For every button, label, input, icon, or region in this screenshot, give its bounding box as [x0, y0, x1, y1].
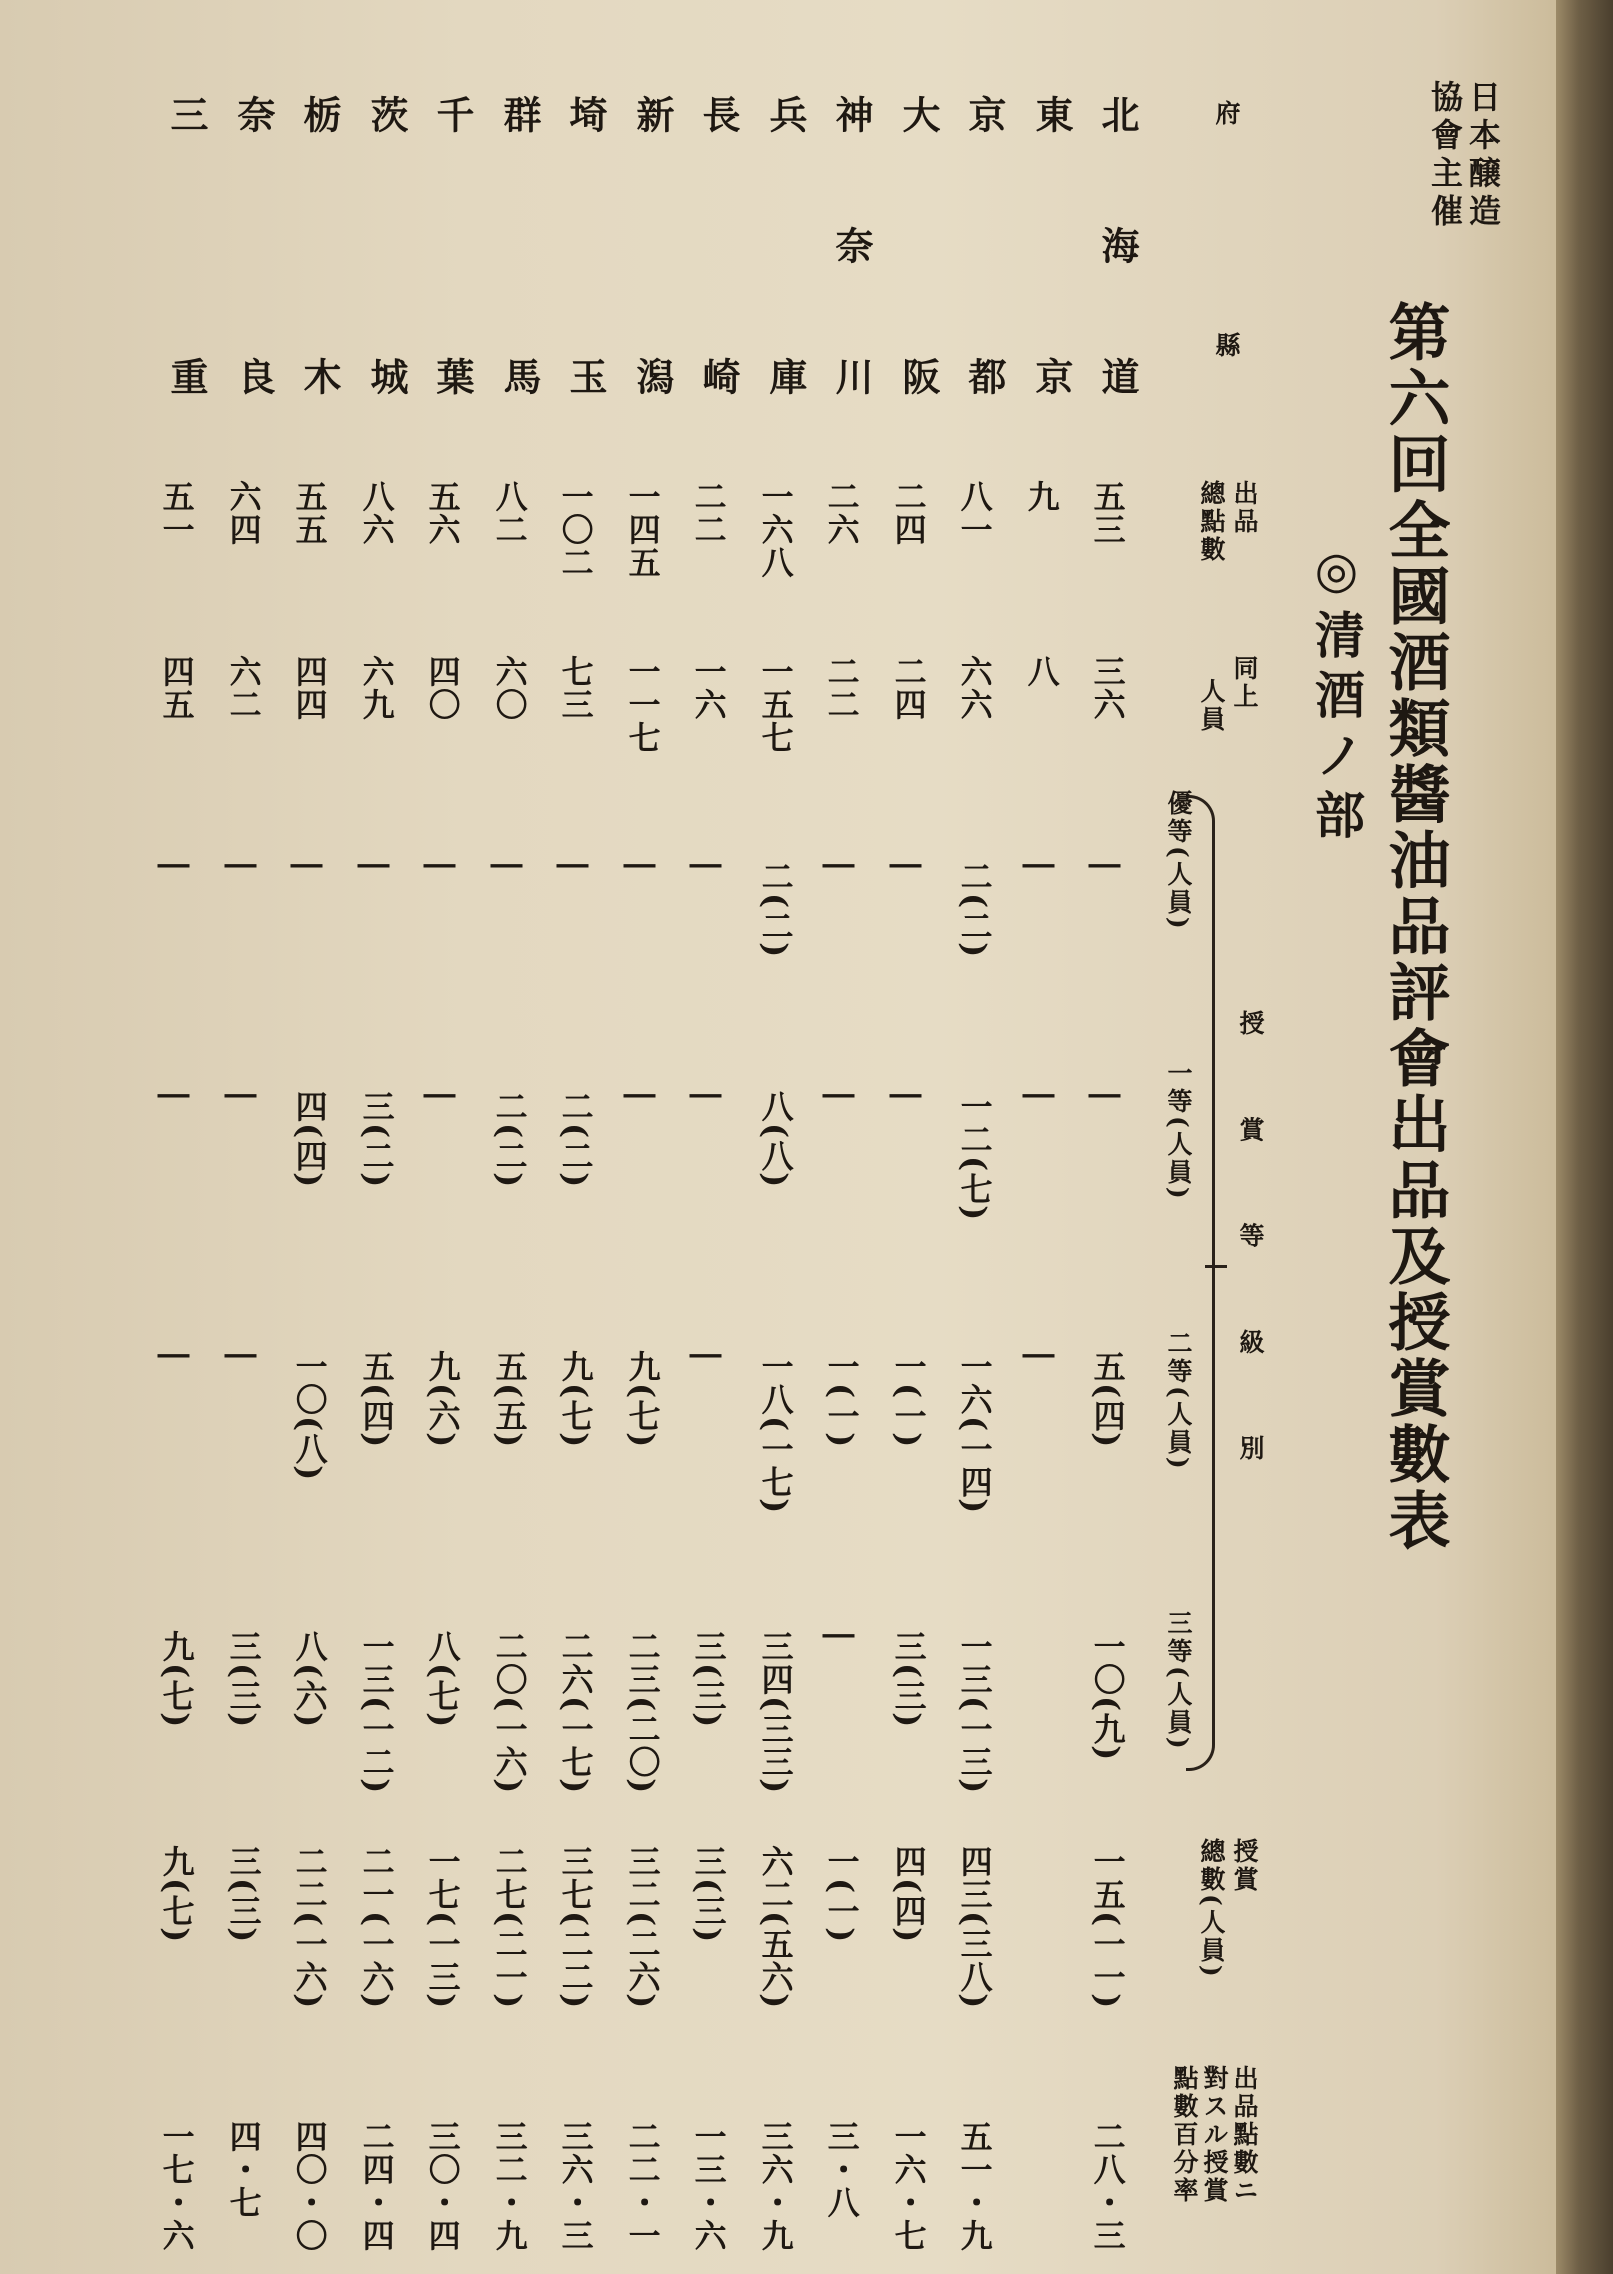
excellent-count: | — [889, 860, 928, 873]
award-percentage: 三六・九 — [756, 2120, 795, 2252]
first-class-count: | — [224, 1090, 263, 1103]
first-class-count: 四(四) — [290, 1090, 329, 1189]
people-count: 六二 — [224, 655, 263, 721]
award-total-count: 三二(二六) — [623, 1845, 662, 2010]
second-class-count: 一六(一四) — [955, 1350, 994, 1515]
third-class-count: 二六(一七) — [556, 1630, 595, 1795]
header-prefecture: 府縣 — [1212, 100, 1241, 360]
excellent-count: | — [689, 860, 728, 873]
first-class-count: | — [889, 1090, 928, 1103]
people-count: 一一七 — [623, 655, 662, 754]
total-points: 一六八 — [756, 480, 795, 579]
second-class-count: 五(四) — [1088, 1350, 1127, 1449]
award-total-count: 一(一) — [822, 1845, 861, 1944]
section-title: ◎清酒ノ部 — [1307, 540, 1366, 849]
total-points: 五一 — [157, 480, 196, 546]
header-third-class: 三等(人員) — [1164, 1610, 1193, 1752]
award-percentage: 五一・九 — [955, 2120, 994, 2252]
award-percentage: 四〇・〇 — [290, 2120, 329, 2252]
total-points: 六四 — [224, 480, 263, 546]
header-total-points-line-2: 總點數 — [1197, 480, 1226, 564]
prefecture-name: 京都 — [962, 95, 1007, 395]
people-count: 四〇 — [423, 655, 462, 721]
award-percentage: 四・七 — [224, 2120, 263, 2219]
header-second-class: 二等(人員) — [1164, 1330, 1193, 1472]
award-percentage: 一三・六 — [689, 2120, 728, 2252]
people-count: 六〇 — [490, 655, 529, 721]
prefecture-name: 新潟 — [630, 95, 675, 395]
first-class-count: | — [689, 1090, 728, 1103]
third-class-count: 一三(一二) — [357, 1630, 396, 1795]
people-count: 一五七 — [756, 655, 795, 754]
award-total-count: 九(七) — [157, 1845, 196, 1944]
total-points: 五五 — [290, 480, 329, 546]
total-points: 一〇二 — [556, 480, 595, 579]
award-percentage: 二二・一 — [623, 2120, 662, 2252]
header-percentage-line-3: 點數百分率 — [1170, 2065, 1199, 2205]
first-class-count: | — [157, 1090, 196, 1103]
award-percentage: 一七・六 — [157, 2120, 196, 2252]
prefecture-name: 神奈川 — [829, 95, 874, 395]
prefecture-name: 三重 — [164, 95, 209, 395]
award-total-count: 一五(一一) — [1088, 1845, 1127, 2010]
second-class-count: 一(一) — [889, 1350, 928, 1449]
prefecture-name: 東京 — [1029, 95, 1074, 395]
total-points: 九 — [1022, 480, 1061, 513]
prefecture-name: 兵庫 — [763, 95, 808, 395]
award-percentage: 一六・七 — [889, 2120, 928, 2252]
award-total-count: 二二(一六) — [290, 1845, 329, 2010]
people-count: 八 — [1022, 655, 1061, 688]
third-class-count: 一三(一三) — [955, 1630, 994, 1795]
book-spine — [1556, 0, 1613, 2274]
excellent-count: | — [1022, 860, 1061, 873]
prefecture-name: 長崎 — [696, 95, 741, 395]
first-class-count: | — [1022, 1090, 1061, 1103]
people-count: 一六 — [689, 655, 728, 721]
award-total-count: 二七(二一) — [490, 1845, 529, 2010]
third-class-count: 三四(三三) — [756, 1630, 795, 1795]
excellent-count: | — [556, 860, 595, 873]
header-people-line-2: 人員 — [1197, 678, 1226, 734]
second-class-count: 九(七) — [623, 1350, 662, 1449]
header-people-line-1: 同上 — [1230, 655, 1259, 711]
award-grade-brace-tip — [1205, 1265, 1227, 1268]
third-class-count: | — [822, 1630, 861, 1643]
total-points: 二四 — [889, 480, 928, 546]
excellent-count: | — [623, 860, 662, 873]
excellent-count: | — [1088, 860, 1127, 873]
first-class-count: | — [423, 1090, 462, 1103]
header-percentage-line-2: 對スル授賞 — [1200, 2065, 1229, 2205]
total-points: 八二 — [490, 480, 529, 546]
total-points: 八六 — [357, 480, 396, 546]
header-percentage-line-1: 出品點數ニ — [1230, 2065, 1259, 2205]
award-total-count: 二一(一六) — [357, 1845, 396, 2010]
excellent-count: 二(二) — [756, 860, 795, 959]
award-percentage: 二四・四 — [357, 2120, 396, 2252]
people-count: 三六 — [1088, 655, 1127, 721]
first-class-count: 二(二) — [490, 1090, 529, 1189]
excellent-count: | — [357, 860, 396, 873]
award-total-count: 三(三) — [224, 1845, 263, 1944]
second-class-count: | — [157, 1350, 196, 1363]
prefecture-name: 栃木 — [297, 95, 342, 395]
award-percentage: 三六・三 — [556, 2120, 595, 2252]
second-class-count: 五(五) — [490, 1350, 529, 1449]
third-class-count: 二〇(一六) — [490, 1630, 529, 1795]
third-class-count: 八(六) — [290, 1630, 329, 1729]
first-class-count: | — [1088, 1090, 1127, 1103]
third-class-count: 一〇(九) — [1088, 1630, 1127, 1762]
third-class-count: 三(三) — [889, 1630, 928, 1729]
second-class-count: 九(七) — [556, 1350, 595, 1449]
award-percentage: 三〇・四 — [423, 2120, 462, 2252]
prefecture-name: 北海道 — [1095, 95, 1140, 395]
header-first-class: 一等(人員) — [1164, 1060, 1193, 1202]
excellent-count: | — [157, 860, 196, 873]
second-class-count: 九(六) — [423, 1350, 462, 1449]
excellent-count: | — [490, 860, 529, 873]
second-class-count: | — [1022, 1350, 1061, 1363]
header-excellent: 優等(人員) — [1164, 790, 1193, 932]
first-class-count: | — [623, 1090, 662, 1103]
excellent-count: | — [224, 860, 263, 873]
header-award-total-line-1: 授賞 — [1230, 1838, 1259, 1894]
header-award-grade: 授賞等級別 — [1236, 1010, 1265, 1480]
people-count: 二四 — [889, 655, 928, 721]
award-total-count: 一七(一三) — [423, 1845, 462, 2010]
second-class-count: | — [689, 1350, 728, 1363]
first-class-count: | — [822, 1090, 861, 1103]
second-class-count: 一〇(八) — [290, 1350, 329, 1482]
header-total-points-line-1: 出品 — [1230, 480, 1259, 536]
organizer-line-1: 日本醸造 — [1464, 80, 1502, 232]
prefecture-name: 千葉 — [430, 95, 475, 395]
people-count: 六九 — [357, 655, 396, 721]
people-count: 四五 — [157, 655, 196, 721]
award-total-count: 三(三) — [689, 1845, 728, 1944]
excellent-count: | — [423, 860, 462, 873]
organizer-line-2: 協會主催 — [1426, 80, 1464, 232]
second-class-count: 一(一) — [822, 1350, 861, 1449]
second-class-count: 五(四) — [357, 1350, 396, 1449]
people-count: 六六 — [955, 655, 994, 721]
excellent-count: | — [290, 860, 329, 873]
award-total-count: 四三(三八) — [955, 1845, 994, 2010]
award-percentage: 三二・九 — [490, 2120, 529, 2252]
award-percentage: 二八・三 — [1088, 2120, 1127, 2252]
award-total-count: 六二(五六) — [756, 1845, 795, 2010]
prefecture-name: 茨城 — [364, 95, 409, 395]
second-class-count: 一八(一七) — [756, 1350, 795, 1515]
prefecture-name: 大阪 — [896, 95, 941, 395]
people-count: 四四 — [290, 655, 329, 721]
excellent-count: 二(二) — [955, 860, 994, 959]
total-points: 二二 — [689, 480, 728, 546]
total-points: 五六 — [423, 480, 462, 546]
award-total-count: 四(四) — [889, 1845, 928, 1944]
third-class-count: 九(七) — [157, 1630, 196, 1729]
second-class-count: | — [224, 1350, 263, 1363]
total-points: 一四五 — [623, 480, 662, 579]
header-award-total-line-2: 總數(人員) — [1197, 1838, 1226, 1980]
third-class-count: 八(七) — [423, 1630, 462, 1729]
first-class-count: 一二(七) — [955, 1090, 994, 1222]
prefecture-name: 奈良 — [231, 95, 276, 395]
people-count: 七三 — [556, 655, 595, 721]
prefecture-name: 群馬 — [497, 95, 542, 395]
award-percentage: 三・八 — [822, 2120, 861, 2219]
total-points: 五三 — [1088, 480, 1127, 546]
third-class-count: 二三(二〇) — [623, 1630, 662, 1795]
first-class-count: 三(二) — [357, 1090, 396, 1189]
excellent-count: | — [822, 860, 861, 873]
total-points: 二六 — [822, 480, 861, 546]
page-title: 第六回全國酒類醬油品評會出品及授賞數表 — [1378, 300, 1451, 1554]
first-class-count: 八(八) — [756, 1090, 795, 1189]
third-class-count: 三(三) — [224, 1630, 263, 1729]
award-total-count: 三七(二二) — [556, 1845, 595, 2010]
first-class-count: 二(二) — [556, 1090, 595, 1189]
total-points: 八一 — [955, 480, 994, 546]
third-class-count: 三(三) — [689, 1630, 728, 1729]
people-count: 二二 — [822, 655, 861, 721]
prefecture-name: 埼玉 — [563, 95, 608, 395]
